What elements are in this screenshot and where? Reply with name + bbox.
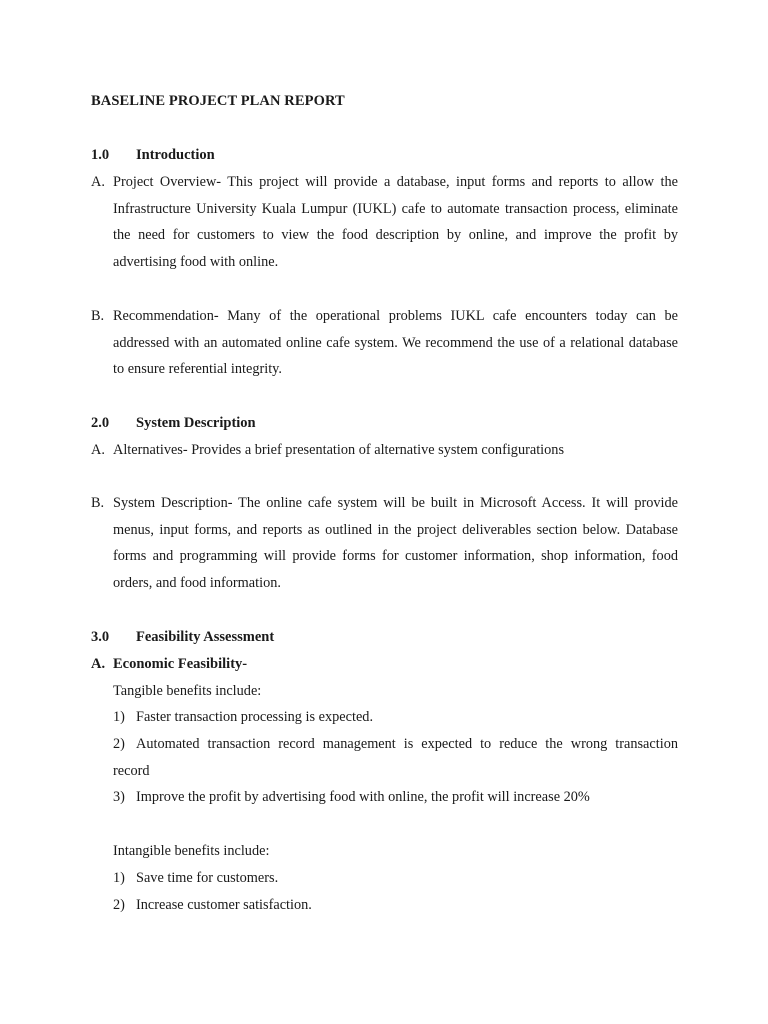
section-heading-introduction xyxy=(91,147,215,164)
list-item-text: Save time for customers. xyxy=(136,870,279,886)
list-item-text: Improve the profit by advertising food with online, the profit will increase 20% xyxy=(136,789,590,805)
economic-feasibility-heading xyxy=(91,656,247,673)
list-item xyxy=(113,704,678,731)
item-marker: A. xyxy=(91,174,105,190)
item-text: Alternatives- Provides a brief presentation of alternative system configurations xyxy=(113,442,565,458)
list-marker: 1) xyxy=(113,709,125,725)
list-marker: 3) xyxy=(113,789,125,805)
section-heading-system-description xyxy=(91,415,256,432)
alternatives-paragraph xyxy=(91,437,678,464)
subsection-title: Economic Feasibility- xyxy=(113,656,248,672)
list-marker: 1) xyxy=(113,870,125,886)
list-item-text: Faster transaction processing is expected. xyxy=(136,709,374,725)
section-number: 1.0 xyxy=(91,147,110,163)
project-overview-paragraph xyxy=(91,169,678,275)
tangible-benefits-label: Tangible benefits include: xyxy=(113,683,262,699)
item-marker: B. xyxy=(91,308,105,324)
list-item-text: Increase customer satisfaction. xyxy=(136,897,312,913)
section-heading-feasibility-assessment xyxy=(91,629,274,646)
system-description-paragraph xyxy=(91,490,678,596)
section-title: System Description xyxy=(136,415,256,431)
list-item xyxy=(113,784,678,811)
list-item-text: Automated transaction record management is expected to reduce the wrong transaction xyxy=(136,736,678,752)
item-text: Project Overview- This project will provide a database, input forms and reports to allow the Infrastructure University Kuala Lumpur (IUKL) cafe to automate transaction process, eliminate the need for customers to view the food description by online, and improve the profit by advertising food with online. xyxy=(113,174,678,270)
list-item xyxy=(113,865,678,892)
intangible-benefits-label: Intangible benefits include: xyxy=(113,843,270,859)
item-marker: A. xyxy=(91,656,106,672)
recommendation-paragraph xyxy=(91,303,678,383)
section-number: 2.0 xyxy=(91,415,110,431)
item-marker: A. xyxy=(91,442,105,458)
section-number: 3.0 xyxy=(91,629,110,645)
item-text: System Description- The online cafe system will be built in Microsoft Access. It will provide menus, input forms, and reports as outlined in the project deliverables section below. Database forms and programming will provide forms for customer information, shop information, food orders, and food information. xyxy=(113,495,678,591)
list-marker: 2) xyxy=(113,897,125,913)
item-text: Recommendation- Many of the operational problems IUKL cafe encounters today can be addressed with an automated online cafe system. We recommend the use of a relational database to ensure referential integrity. xyxy=(113,308,678,378)
section-title: Feasibility Assessment xyxy=(136,629,275,645)
document-title: BASELINE PROJECT PLAN REPORT xyxy=(91,93,345,109)
list-marker: 2) xyxy=(113,736,125,752)
item-marker: B. xyxy=(91,495,105,511)
list-item xyxy=(113,892,678,919)
list-item xyxy=(113,731,678,784)
list-item-continuation: record xyxy=(113,762,150,779)
section-title: Introduction xyxy=(136,147,215,163)
